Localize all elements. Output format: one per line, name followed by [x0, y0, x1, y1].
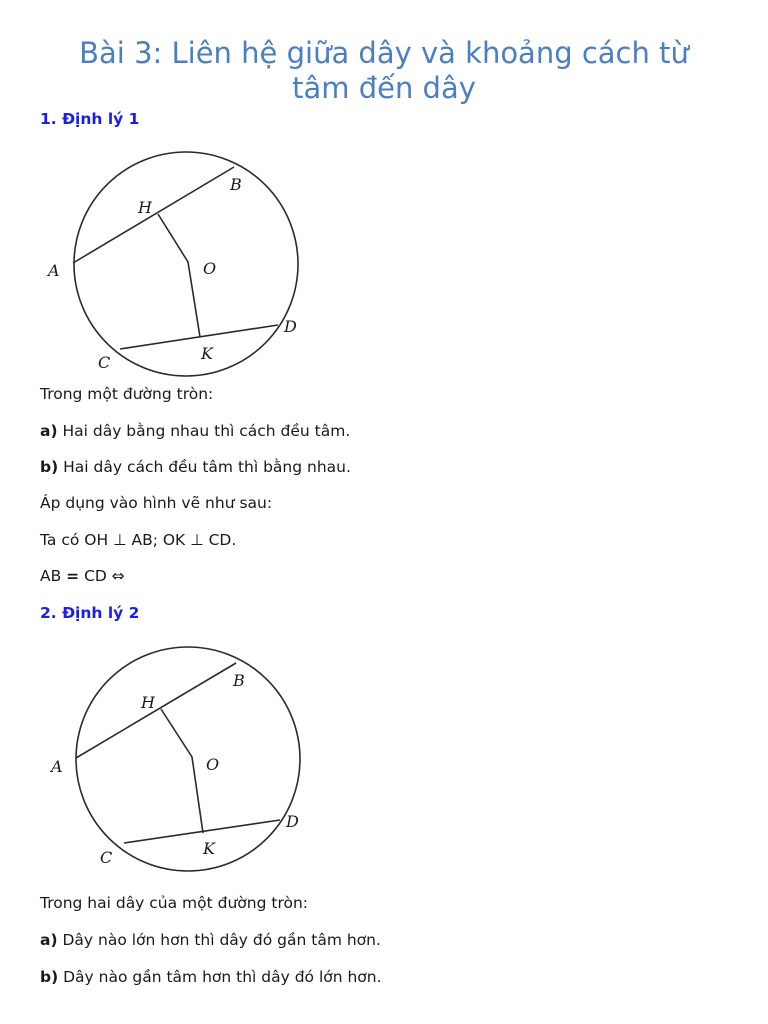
equiv-right: CD ⇔: [79, 567, 125, 585]
item-b-text: Hai dây cách đều tâm thì bằng nhau.: [58, 458, 351, 476]
label-K: K: [203, 839, 215, 858]
theorem-1-intro: Trong một đường tròn:: [40, 385, 214, 403]
section-heading-theorem-2: 2. Định lý 2: [40, 604, 140, 622]
label-C: C: [98, 353, 111, 372]
item-a-text: Hai dây bằng nhau thì cách đều tâm.: [57, 422, 351, 440]
title-line-1: Bài 3: Liên hệ giữa dây và khoảng cách từ: [79, 36, 689, 70]
circle-figure-2: [40, 645, 320, 879]
theorem-2-item-b: [40, 968, 382, 986]
section-heading-theorem-1: 1. Định lý 1: [40, 110, 140, 128]
item-a-label: a): [40, 931, 58, 949]
page-title: [0, 36, 768, 106]
label-B: B: [233, 671, 245, 690]
apply-text: Áp dụng vào hình vẽ như sau:: [40, 494, 273, 512]
label-O: O: [203, 259, 217, 278]
label-H: H: [138, 198, 152, 217]
label-A: A: [51, 757, 63, 776]
label-A: A: [48, 261, 60, 280]
title-line-2: tâm đến dây: [292, 71, 476, 105]
label-B: B: [230, 175, 242, 194]
item-b-text: Dây nào gần tâm hơn thì dây đó lớn hơn.: [58, 968, 382, 986]
theorem-1-item-b: [40, 458, 351, 476]
label-C: C: [100, 848, 113, 867]
label-O: O: [206, 755, 220, 774]
item-a-text: Dây nào lớn hơn thì dây đó gần tâm hơn.: [57, 931, 381, 949]
theorem-1-item-a: [40, 422, 350, 440]
equiv-equals: =: [66, 567, 80, 585]
circle-figure-1: [40, 150, 320, 384]
theorem-2-item-a: [40, 931, 381, 949]
label-D: D: [284, 317, 297, 336]
item-b-label: b): [40, 458, 59, 476]
equivalence-statement: [40, 567, 125, 585]
label-K: K: [201, 344, 213, 363]
label-D: D: [286, 812, 299, 831]
item-b-label: b): [40, 968, 59, 986]
item-a-label: a): [40, 422, 58, 440]
label-H: H: [141, 693, 155, 712]
perpendicular-statement: Ta có OH ⊥ AB; OK ⊥ CD.: [40, 531, 237, 549]
equiv-left: AB: [40, 567, 67, 585]
theorem-2-intro: Trong hai dây của một đường tròn:: [40, 894, 309, 912]
